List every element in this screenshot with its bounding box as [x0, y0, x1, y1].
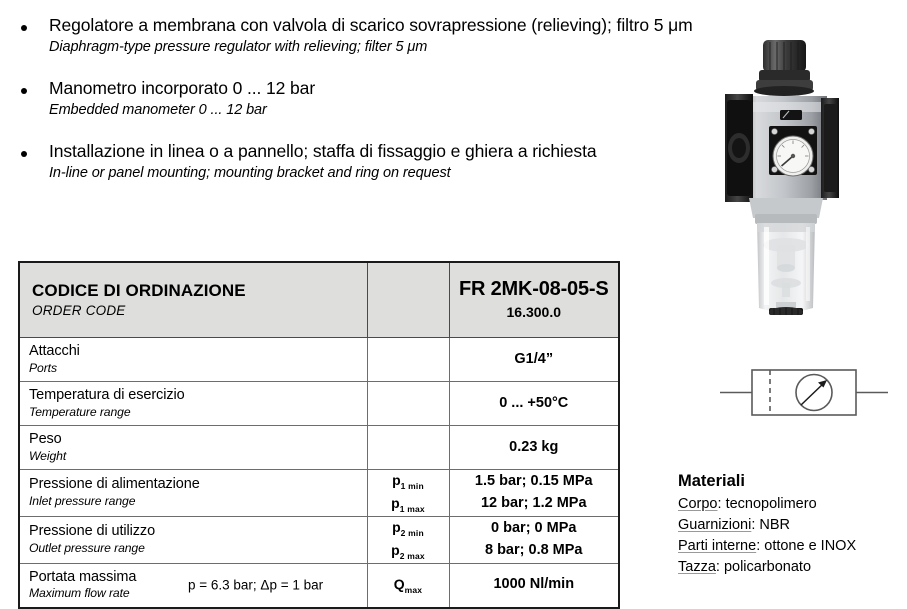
material-term: Corpo	[678, 496, 718, 513]
spec-value: 8 bar; 0.8 MPa	[484, 541, 583, 558]
filter-regulator-with-gauge-symbol	[718, 362, 890, 424]
table-row	[19, 469, 619, 516]
spec-value: G1/4”	[514, 350, 554, 367]
material-item	[678, 557, 903, 578]
spec-symbol-cell	[367, 381, 449, 425]
spec-symbol-cell	[367, 563, 449, 607]
order-code-value-cell	[449, 262, 619, 338]
bullet-icon	[21, 151, 27, 157]
spec-label-english: Ports	[29, 360, 57, 375]
spec-value: 12 bar; 1.2 MPa	[480, 494, 587, 511]
spec-value-cell	[449, 563, 619, 607]
material-term: Tazza	[678, 558, 716, 575]
material-value: NBR	[759, 517, 791, 534]
spec-value-cell	[449, 381, 619, 425]
order-code-number: 16.300.0	[506, 304, 561, 320]
feature-text-italian: Manometro incorporato 0 ... 12 bar	[49, 78, 316, 99]
spec-label-english: Maximum flow rate	[29, 586, 130, 601]
spec-value-cell	[449, 338, 619, 382]
bullet-icon	[21, 88, 27, 94]
table-header-row	[19, 262, 619, 338]
spec-label-italian: Attacchi	[29, 343, 80, 359]
materials-section	[678, 470, 903, 578]
feature-list	[18, 14, 693, 203]
material-term: Parti interne	[678, 538, 757, 555]
spec-symbol-cell	[367, 338, 449, 382]
material-separator: :	[715, 558, 724, 575]
specification-table	[18, 261, 620, 609]
spec-symbol-cell	[367, 469, 449, 516]
spec-label-cell	[19, 425, 367, 469]
table-row	[19, 516, 619, 563]
spec-value: 0 ... +50°C	[499, 394, 569, 411]
spec-symbol: $p_{1 max}$	[391, 494, 425, 514]
feature-text-english: Diaphragm-type pressure regulator with relieving; filter 5 μm	[49, 39, 428, 56]
feature-text-english: Embedded manometer 0 ... 12 bar	[49, 102, 267, 119]
spec-label-english: Temperature range	[29, 404, 131, 419]
spec-label-cell	[19, 381, 367, 425]
spec-label-italian: Pressione di alimentazione	[29, 476, 200, 493]
spec-symbol: $p_{2 min}$	[392, 518, 424, 538]
material-separator: :	[751, 517, 760, 534]
material-value: policarbonato	[723, 558, 812, 575]
list-item	[18, 140, 643, 184]
material-term: Guarnizioni	[678, 517, 752, 534]
spec-symbol-cell	[367, 516, 449, 563]
material-item	[678, 515, 903, 536]
order-code-title-italian: CODICE DI ORDINAZIONE	[32, 281, 246, 301]
bullet-icon	[21, 25, 27, 31]
materials-heading: Materiali	[678, 472, 745, 490]
order-code-title-english: ORDER CODE	[32, 303, 126, 319]
spec-symbol: $p_{1 min}$	[392, 471, 424, 491]
spec-value-cell	[449, 516, 619, 563]
material-item	[678, 494, 903, 515]
list-item	[18, 77, 643, 121]
material-separator: :	[717, 496, 726, 513]
material-value: tecnopolimero	[725, 496, 817, 513]
table-row	[19, 563, 619, 607]
feature-text-italian: Installazione in linea o a pannello; staffa di fissaggio e ghiera a richiesta	[49, 141, 597, 162]
material-item	[678, 536, 903, 557]
spec-label-english: Outlet pressure range	[29, 541, 145, 555]
order-code-value: FR 2MK-08-05-S	[459, 278, 609, 300]
spec-label-cell	[19, 338, 367, 382]
list-item	[18, 14, 693, 58]
spec-label-italian: Temperatura di esercizio	[29, 386, 185, 403]
spec-value: 1000 Nl/min	[493, 576, 575, 593]
spec-value: 0.23 kg	[509, 438, 559, 455]
spec-symbol-cell	[367, 425, 449, 469]
filter-regulator-product-photo	[723, 40, 888, 315]
spec-label-english: Inlet pressure range	[29, 494, 136, 509]
table-row	[19, 425, 619, 469]
spec-value-cell	[449, 469, 619, 516]
table-row	[19, 381, 619, 425]
spec-value-cell	[449, 425, 619, 469]
spec-label-english: Weight	[29, 448, 67, 463]
spec-symbol: $p_{2 max}$	[391, 541, 425, 561]
spec-label-italian: Pressione di utilizzo	[29, 523, 156, 540]
feature-text-english: In-line or panel mounting; mounting bracket and ring on request	[49, 165, 451, 182]
header-symbol-cell	[367, 262, 449, 338]
table-row	[19, 338, 619, 382]
spec-label-italian: Portata massima	[29, 568, 137, 585]
feature-text-italian: Regolatore a membrana con valvola di scarico sovrapressione (relieving); filtro 5 μm	[49, 15, 693, 35]
order-code-label-cell	[19, 262, 367, 338]
spec-symbol: $Q_{max}$	[393, 575, 423, 595]
material-value: ottone e INOX	[764, 538, 857, 555]
spec-label-italian: Peso	[29, 430, 62, 447]
spec-value: 0 bar; 0 MPa	[491, 520, 577, 537]
spec-label-cell	[19, 563, 367, 607]
spec-condition: p = 6.3 bar; Δp = 1 bar	[188, 577, 324, 593]
material-separator: :	[756, 538, 765, 555]
spec-value: 1.5 bar; 0.15 MPa	[474, 473, 593, 490]
spec-label-cell	[19, 469, 367, 516]
spec-label-cell	[19, 516, 367, 563]
